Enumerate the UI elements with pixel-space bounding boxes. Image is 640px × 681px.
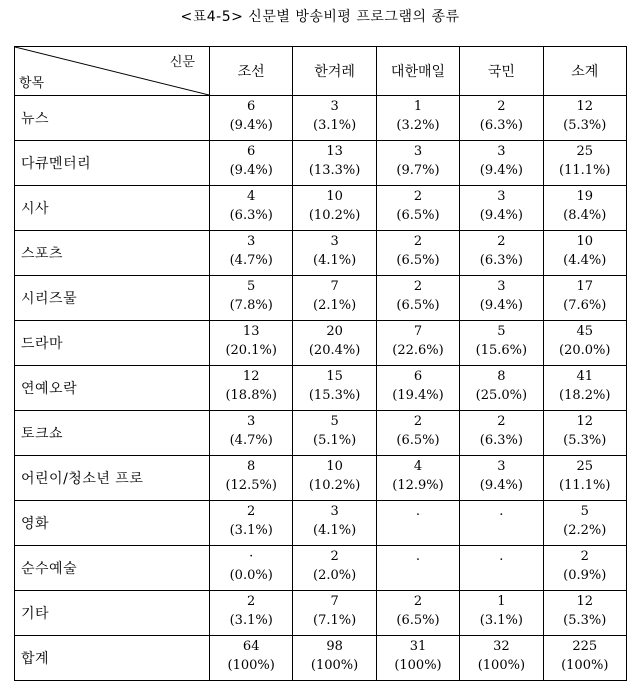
- value-cell: [293, 546, 376, 591]
- count-value: 5: [330, 414, 339, 429]
- percent-value: [460, 522, 542, 541]
- count-value: 3: [330, 504, 339, 519]
- count-value: 2: [413, 279, 423, 294]
- header-row: [15, 47, 627, 96]
- row-label: 다큐멘터리: [15, 141, 210, 186]
- value-cell: [293, 411, 376, 456]
- value-cell: [210, 231, 293, 276]
- count-value: 6: [247, 99, 256, 114]
- percent-value: (4.1%): [313, 523, 357, 538]
- value-cell: [460, 546, 543, 591]
- count-value: 12: [576, 414, 594, 429]
- count-value: 10: [576, 234, 594, 249]
- percent-value: (0.9%): [563, 568, 607, 583]
- percent-value: [377, 522, 459, 541]
- count-value: 5: [497, 324, 506, 339]
- percent-value: (13.3%): [308, 163, 361, 178]
- value-cell: [210, 96, 293, 141]
- row-label: 스포츠: [15, 231, 210, 276]
- value-cell: [293, 321, 376, 366]
- count-value: 41: [576, 369, 594, 384]
- count-value: .: [499, 504, 504, 519]
- count-value: 98: [326, 639, 343, 654]
- count-value: 15: [326, 369, 343, 384]
- percent-value: (9.4%): [479, 208, 523, 223]
- program-type-table: [14, 46, 627, 681]
- table-row: [15, 276, 627, 321]
- count-value: 7: [330, 594, 339, 609]
- count-value: 31: [409, 639, 427, 654]
- count-value: 225: [572, 639, 598, 654]
- table-row: [15, 456, 627, 501]
- count-value: 7: [413, 324, 423, 339]
- count-value: 2: [413, 414, 423, 429]
- percent-value: (100%): [394, 658, 442, 673]
- value-cell: [543, 231, 626, 276]
- count-value: 64: [242, 639, 260, 654]
- value-cell: [293, 231, 376, 276]
- value-cell: [460, 366, 543, 411]
- value-cell: [376, 501, 459, 546]
- percent-value: (10.2%): [308, 478, 361, 493]
- percent-value: (9.4%): [479, 163, 523, 178]
- count-value: 13: [242, 324, 260, 339]
- percent-value: (5.3%): [563, 613, 607, 628]
- percent-value: (2.2%): [563, 523, 607, 538]
- value-cell: [376, 231, 459, 276]
- count-value: 19: [576, 189, 594, 204]
- table-caption: <표4-5> 신문별 방송비평 프로그램의 종류: [180, 9, 460, 25]
- percent-value: (8.4%): [563, 208, 607, 223]
- value-cell: [376, 456, 459, 501]
- percent-value: (3.1%): [479, 613, 523, 628]
- count-value: 8: [247, 459, 256, 474]
- value-cell: [376, 276, 459, 321]
- count-value: 2: [413, 189, 423, 204]
- percent-value: (2.0%): [313, 568, 357, 583]
- value-cell: [210, 501, 293, 546]
- value-cell: [460, 96, 543, 141]
- count-value: 3: [497, 189, 506, 204]
- percent-value: (9.4%): [229, 118, 273, 133]
- value-cell: [460, 276, 543, 321]
- row-label: 토크쇼: [15, 411, 210, 456]
- value-cell: [210, 456, 293, 501]
- table-row: [15, 591, 627, 636]
- table-row: [15, 636, 627, 681]
- value-cell: [293, 96, 376, 141]
- percent-value: (9.4%): [479, 298, 523, 313]
- count-value: 6: [247, 144, 256, 159]
- value-cell: [293, 186, 376, 231]
- value-cell: [376, 636, 459, 681]
- percent-value: (4.4%): [563, 253, 607, 268]
- count-value: 25: [576, 459, 594, 474]
- value-cell: [460, 411, 543, 456]
- value-cell: [543, 321, 626, 366]
- count-value: 3: [247, 234, 256, 249]
- percent-value: (20.1%): [225, 343, 277, 358]
- value-cell: [376, 96, 459, 141]
- value-cell: [543, 411, 626, 456]
- percent-value: (11.1%): [559, 478, 611, 493]
- percent-value: (15.3%): [308, 388, 361, 403]
- table-row: [15, 186, 627, 231]
- value-cell: [293, 501, 376, 546]
- percent-value: (100%): [561, 658, 609, 673]
- percent-value: (6.5%): [396, 253, 440, 268]
- row-label: 시사: [15, 186, 210, 231]
- count-value: 6: [413, 369, 423, 384]
- value-cell: [293, 276, 376, 321]
- value-cell: [210, 321, 293, 366]
- percent-value: (22.6%): [392, 343, 444, 358]
- row-label: 시리즈물: [15, 276, 210, 321]
- value-cell: [543, 501, 626, 546]
- corner-label-newspaper: 신문: [169, 55, 195, 70]
- value-cell: [376, 186, 459, 231]
- percent-value: (20.4%): [308, 343, 361, 358]
- value-cell: [543, 276, 626, 321]
- count-value: 3: [497, 144, 506, 159]
- count-value: 2: [413, 594, 423, 609]
- value-cell: [460, 231, 543, 276]
- percent-value: (0.0%): [229, 568, 273, 583]
- table-row: [15, 231, 627, 276]
- percent-value: (100%): [227, 658, 275, 673]
- count-value: 17: [576, 279, 594, 294]
- value-cell: [460, 186, 543, 231]
- table-row: [15, 366, 627, 411]
- count-value: 45: [576, 324, 594, 339]
- percent-value: (4.7%): [229, 253, 273, 268]
- value-cell: [460, 636, 543, 681]
- percent-value: (6.3%): [229, 208, 273, 223]
- value-cell: [210, 411, 293, 456]
- percent-value: (7.8%): [229, 298, 273, 313]
- value-cell: [210, 591, 293, 636]
- percent-value: (7.6%): [563, 298, 607, 313]
- count-value: 3: [247, 414, 256, 429]
- count-value: .: [499, 549, 504, 564]
- count-value: 3: [330, 234, 339, 249]
- row-label: 기타: [15, 591, 210, 636]
- value-cell: [293, 456, 376, 501]
- value-cell: [210, 141, 293, 186]
- diagonal-corner-cell: [15, 47, 210, 96]
- percent-value: [460, 567, 542, 586]
- count-value: ·: [249, 549, 254, 564]
- table-row: [15, 411, 627, 456]
- row-label: 연예오락: [15, 366, 210, 411]
- value-cell: [543, 546, 626, 591]
- column-header-chosun: 조선: [210, 47, 293, 96]
- value-cell: [376, 366, 459, 411]
- count-value: 2: [247, 504, 256, 519]
- count-value: 25: [576, 144, 594, 159]
- percent-value: (4.1%): [313, 253, 357, 268]
- row-label: 어린이/청소년 프로: [15, 456, 210, 501]
- table-row: [15, 321, 627, 366]
- percent-value: (10.2%): [308, 208, 361, 223]
- count-value: 5: [247, 279, 256, 294]
- value-cell: [210, 186, 293, 231]
- table-row: [15, 546, 627, 591]
- row-label: 영화: [15, 501, 210, 546]
- count-value: 3: [497, 459, 506, 474]
- value-cell: [543, 141, 626, 186]
- value-cell: [376, 591, 459, 636]
- row-label: 순수예술: [15, 546, 210, 591]
- row-label: 합계: [15, 636, 210, 681]
- value-cell: [293, 141, 376, 186]
- count-value: .: [415, 549, 421, 564]
- percent-value: (6.3%): [479, 253, 523, 268]
- value-cell: [543, 96, 626, 141]
- percent-value: (18.2%): [559, 388, 611, 403]
- percent-value: (15.6%): [475, 343, 528, 358]
- count-value: 7: [330, 279, 339, 294]
- count-value: 3: [413, 144, 423, 159]
- corner-label-item: 항목: [19, 76, 45, 91]
- percent-value: (100%): [477, 658, 526, 673]
- percent-value: (6.3%): [479, 118, 523, 133]
- percent-value: (20.0%): [559, 343, 611, 358]
- count-value: 3: [497, 279, 506, 294]
- value-cell: [543, 186, 626, 231]
- value-cell: [293, 366, 376, 411]
- count-value: 2: [247, 594, 256, 609]
- count-value: 2: [580, 549, 589, 564]
- percent-value: (6.5%): [396, 613, 440, 628]
- value-cell: [543, 591, 626, 636]
- count-value: 2: [497, 99, 506, 114]
- value-cell: [460, 501, 543, 546]
- percent-value: (7.1%): [313, 613, 357, 628]
- percent-value: (2.1%): [313, 298, 357, 313]
- value-cell: [376, 321, 459, 366]
- row-label: 드라마: [15, 321, 210, 366]
- count-value: 2: [497, 414, 506, 429]
- count-value: 1: [497, 594, 506, 609]
- value-cell: [293, 636, 376, 681]
- percent-value: (19.4%): [392, 388, 444, 403]
- value-cell: [460, 456, 543, 501]
- count-value: 10: [326, 459, 343, 474]
- percent-value: (18.8%): [225, 388, 277, 403]
- value-cell: [210, 276, 293, 321]
- value-cell: [543, 456, 626, 501]
- percent-value: [377, 567, 459, 586]
- count-value: 13: [326, 144, 343, 159]
- count-value: 4: [413, 459, 423, 474]
- value-cell: [210, 636, 293, 681]
- percent-value: (5.3%): [563, 118, 607, 133]
- percent-value: (100%): [310, 658, 359, 673]
- count-value: 3: [330, 99, 339, 114]
- table-row: [15, 141, 627, 186]
- count-value: 5: [580, 504, 589, 519]
- column-header-subtotal: 소계: [543, 47, 626, 96]
- value-cell: [460, 141, 543, 186]
- percent-value: (4.7%): [229, 433, 273, 448]
- count-value: 32: [493, 639, 510, 654]
- percent-value: (3.1%): [229, 613, 273, 628]
- value-cell: [210, 366, 293, 411]
- column-header-hankyoreh: 한겨레: [293, 47, 376, 96]
- count-value: 2: [413, 234, 423, 249]
- column-header-daehanmaeil: 대한매일: [376, 47, 459, 96]
- percent-value: (11.1%): [559, 163, 611, 178]
- value-cell: [210, 546, 293, 591]
- value-cell: [293, 591, 376, 636]
- percent-value: (6.5%): [396, 433, 440, 448]
- percent-value: (6.3%): [479, 433, 523, 448]
- count-value: 2: [497, 234, 506, 249]
- count-value: 1: [413, 99, 423, 114]
- count-value: 12: [242, 369, 260, 384]
- percent-value: (12.9%): [392, 478, 444, 493]
- percent-value: (3.1%): [313, 118, 357, 133]
- count-value: 2: [330, 549, 339, 564]
- row-label: 뉴스: [15, 96, 210, 141]
- count-value: 20: [326, 324, 343, 339]
- value-cell: [460, 321, 543, 366]
- percent-value: (9.4%): [229, 163, 273, 178]
- percent-value: (25.0%): [475, 388, 528, 403]
- count-value: 12: [576, 99, 594, 114]
- percent-value: (6.5%): [396, 298, 440, 313]
- percent-value: (3.2%): [396, 118, 440, 133]
- count-value: 4: [247, 189, 256, 204]
- count-value: 12: [576, 594, 594, 609]
- table-row: [15, 501, 627, 546]
- value-cell: [543, 366, 626, 411]
- percent-value: (6.5%): [396, 208, 440, 223]
- percent-value: (3.1%): [229, 523, 273, 538]
- percent-value: (5.1%): [313, 433, 357, 448]
- value-cell: [376, 411, 459, 456]
- count-value: 10: [326, 189, 343, 204]
- percent-value: (12.5%): [225, 478, 277, 493]
- percent-value: (9.7%): [396, 163, 440, 178]
- value-cell: [460, 591, 543, 636]
- count-value: .: [415, 504, 421, 519]
- value-cell: [376, 546, 459, 591]
- value-cell: [376, 141, 459, 186]
- count-value: 8: [497, 369, 506, 384]
- percent-value: (9.4%): [479, 478, 523, 493]
- percent-value: (5.3%): [563, 433, 607, 448]
- column-header-kookmin: 국민: [460, 47, 543, 96]
- table-row: [15, 96, 627, 141]
- value-cell: [543, 636, 626, 681]
